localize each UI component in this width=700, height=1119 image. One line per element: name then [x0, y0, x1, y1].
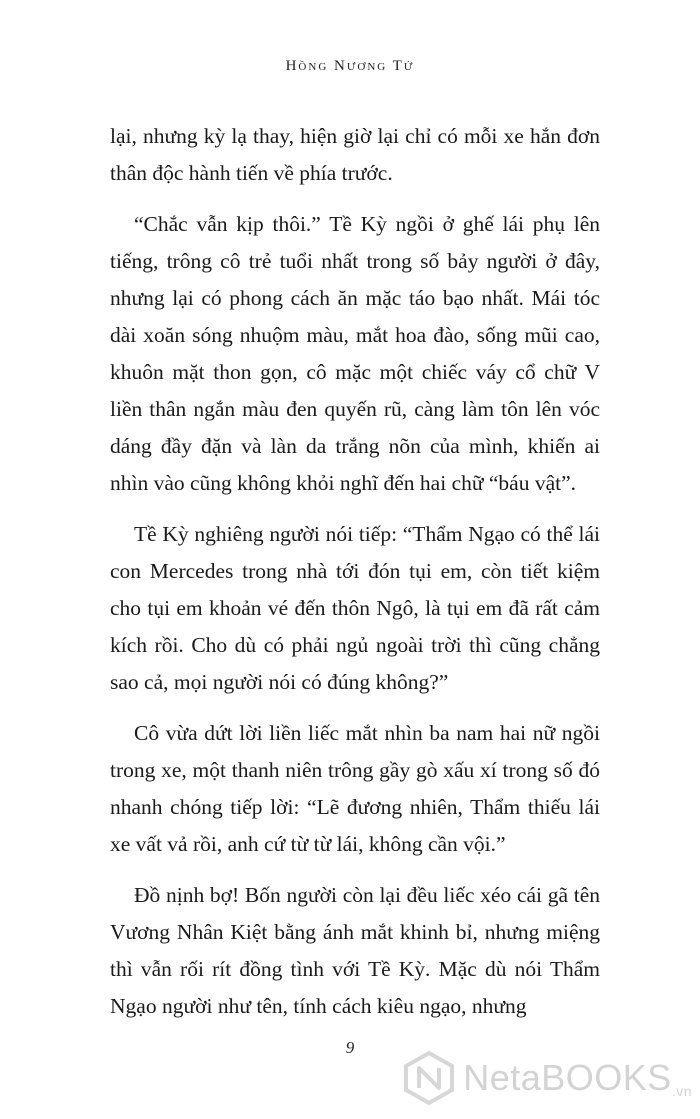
paragraph-1: lại, nhưng kỳ lạ thay, hiện giờ lại chỉ có mỗi xe hắn đơn thân độc hành tiến về phía trước. — [110, 124, 600, 185]
running-head: Hồng Nương Tử — [285, 58, 415, 74]
watermark-suffix: .vn — [671, 1083, 692, 1099]
watermark-text — [463, 1057, 692, 1099]
paragraph-3: Tề Kỳ nghiêng người nói tiếp: “Thẩm Ngạo có thể lái con Mercedes trong nhà tới đón tụi em, còn tiết kiệm cho tụi em khoản vé đến thôn Ngô, là tụi em đã rất cảm kích rồi. Cho dù có phải ngủ ngoài trời thì cũng chẳng sao cả, mọi người nói có đúng không?” — [110, 522, 600, 694]
page-number: 9 — [345, 1038, 355, 1057]
paragraph-2: “Chắc vẫn kịp thôi.” Tề Kỳ ngồi ở ghế lái phụ lên tiếng, trông cô trẻ tuổi nhất trong số bảy người ở đây, nhưng lại có phong cách ăn mặc táo bạo nhất. Mái tóc dài xoăn sóng nhuộm màu, mắt hoa đào, sống mũi cao, khuôn mặt thon gọn, cô mặc một chiếc váy cổ chữ V liền thân ngắn màu đen quyến rũ, càng làm tôn lên vóc dáng đầy đặn và làn da trắng nõn của mình, khiến ai nhìn vào cũng không khỏi nghĩ đến hai chữ “báu vật”. — [110, 212, 600, 495]
netabooks-logo-icon — [401, 1050, 457, 1106]
paragraph-5: Đồ nịnh bợ! Bốn người còn lại đều liếc xéo cái gã tên Vương Nhân Kiệt bằng ánh mắt khinh bỉ, nhưng miệng thì vẫn rối rít đồng tình với Tề Kỳ. Mặc dù nói Thẩm Ngạo người như tên, tính cách kiêu ngạo, nhưng — [110, 883, 600, 1018]
watermark — [401, 1050, 692, 1106]
watermark-brand: NetaBOOKS — [463, 1057, 672, 1098]
body-text — [110, 118, 600, 1039]
paragraph-4: Cô vừa dứt lời liền liếc mắt nhìn ba nam hai nữ ngồi trong xe, một thanh niên trông gầy gò xấu xí trong số đó nhanh chóng tiếp lời: “Lẽ đương nhiên, Thẩm thiếu lái xe vất vả rồi, anh cứ từ từ lái, không cần vội.” — [110, 721, 600, 856]
